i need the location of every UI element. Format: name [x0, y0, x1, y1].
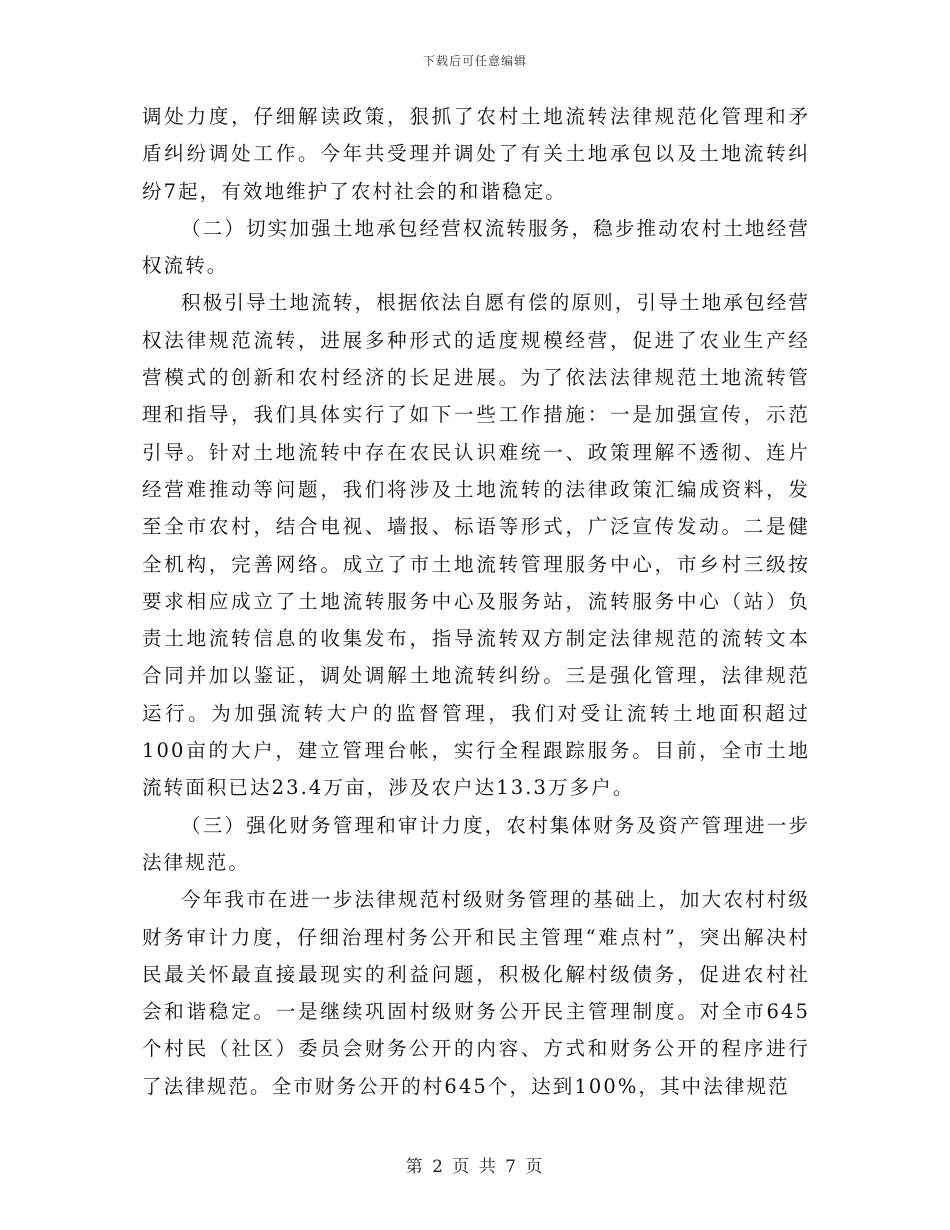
document-body [142, 98, 810, 1105]
page-number: 第 2 页 共 7 页 [405, 1157, 545, 1177]
paragraph-land-transfer: 积极引导土地流转，根据依法自愿有偿的原则，引导土地承包经营权法律规范流转，进展多种形式的适度规模经营，促进了农业生产经营模式的创新和农村经济的长足进展。为了依法法律规范土地流转管理和指导，我们具体实行了如下一些工作措施：一是加强宣传，示范引导。针对土地流转中存在农民认识难统一、政策理解不透彻、连片经营难推动等问题，我们将涉及土地流转的法律政策汇编成资料，发至全市农村，结合电视、墙报、标语等形式，广泛宣传发动。二是健全机构，完善网络。成立了市土地流转管理服务中心，市乡村三级按要求相应成立了土地流转服务中心及服务站，流转服务中心（站）负责土地流转信息的收集发布，指导流转双方制定法律规范的流转文本合同并加以鉴证，调处调解土地流转纠纷。三是强化管理，法律规范运行。为加强流转大户的监督管理，我们对受让流转土地面积超过100亩的大户，建立管理台帐，实行全程跟踪服务。目前，全市土地流转面积已达23.4万亩，涉及农户达13.3万多户。 [142, 291, 810, 800]
section-heading-2: （二）切实加强土地承包经营权流转服务，稳步推动农村土地经营权流转。 [142, 216, 810, 278]
paragraph-continued: 调处力度，仔细解读政策，狠抓了农村土地流转法律规范化管理和矛盾纠纷调处工作。今年共受理并调处了有关土地承包以及土地流转纠纷7起，有效地维护了农村社会的和谐稳定。 [142, 105, 810, 203]
paragraph-finance-audit: 今年我市在进一步法律规范村级财务管理的基础上，加大农村村级财务审计力度，仔细治理村务公开和民主管理“难点村”，突出解决村民最关怀最直接最现实的利益问题，积极化解村级债务，促进农村社会和谐稳定。一是继续巩固村级财务公开民主管理制度。对全市645个村民（社区）委员会财务公开的内容、方式和财务公开的程序进行了法律规范。全市财务公开的村645个，达到100%，其中法律规范 [142, 888, 810, 1098]
section-heading-3: （三）强化财务管理和审计力度，农村集体财务及资产管理进一步法律规范。 [142, 813, 810, 874]
page-header: 下载后可任意编辑 [422, 54, 527, 68]
